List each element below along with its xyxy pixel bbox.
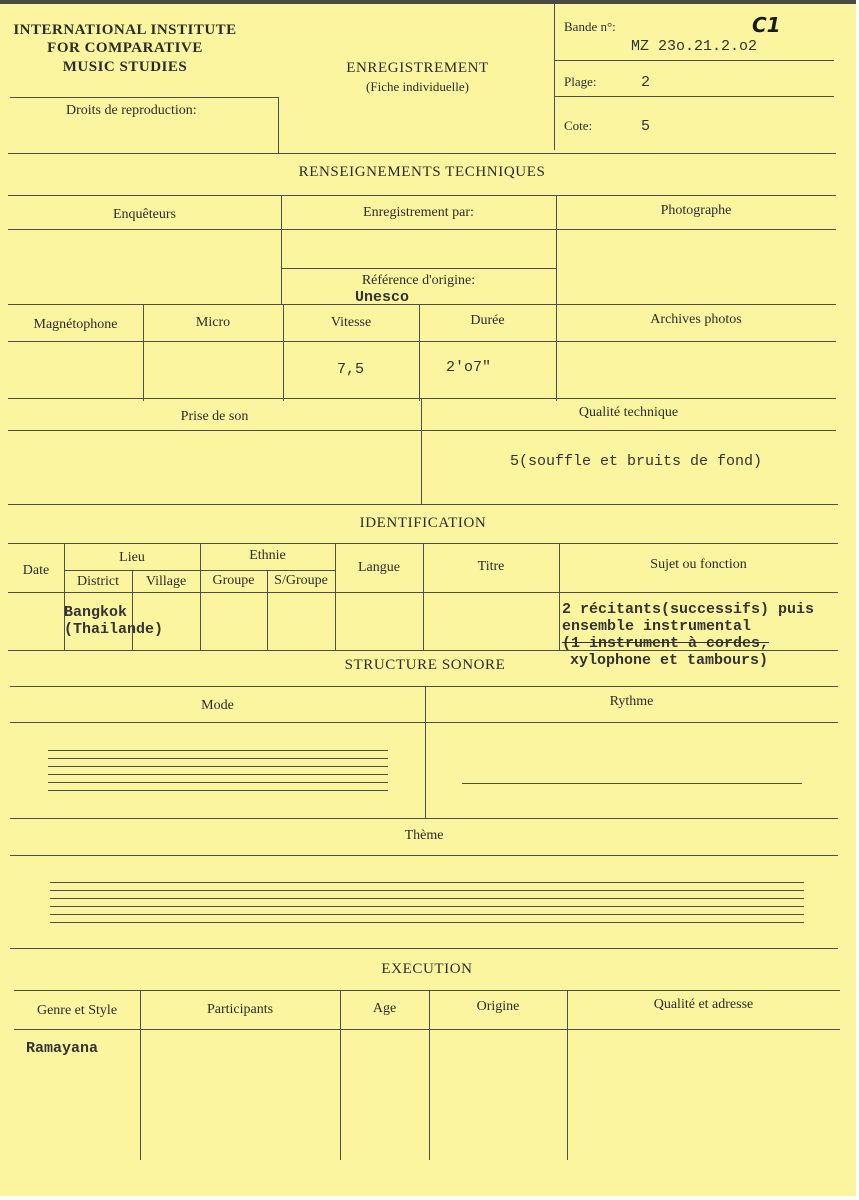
rule [567, 990, 568, 1160]
plage-value: 2 [641, 74, 651, 91]
label-reference-origine: Référence d'origine: [361, 273, 476, 288]
institute-name-line-3: MUSIC STUDIES [62, 59, 188, 75]
rule [14, 1029, 840, 1030]
sujet-value-line-2: ensemble instrumental [562, 618, 752, 635]
label-s-groupe: S/Groupe [274, 573, 328, 588]
label-duree: Durée [470, 313, 505, 328]
label-rythme: Rythme [609, 694, 654, 709]
bande-label: Bande n°: [564, 19, 616, 34]
vitesse-value: 7,5 [337, 361, 365, 378]
rhythm-line [462, 783, 802, 784]
label-participants: Participants [206, 1002, 274, 1017]
rule [8, 195, 836, 196]
lieu-value-line-1: Bangkok [64, 604, 128, 621]
rule [8, 398, 836, 399]
label-ethnie: Ethnie [249, 548, 286, 563]
label-enregistrement-par: Enregistrement par: [363, 205, 474, 220]
label-theme: Thème [404, 828, 444, 843]
label-district: District [77, 574, 119, 589]
label-date: Date [22, 563, 50, 578]
sujet-value-line-3: (1 instrument à cordes, [562, 635, 770, 652]
rule [64, 570, 335, 571]
staff-line [50, 890, 804, 891]
plage-label: Plage: [564, 74, 597, 89]
label-enqueteurs: Enquêteurs [113, 207, 176, 222]
label-sujet-fonction: Sujet ou fonction [650, 557, 747, 572]
rule [10, 722, 838, 723]
label-qualite-technique: Qualité technique [578, 405, 679, 420]
rule [556, 195, 557, 401]
label-qualite-adresse: Qualité et adresse [653, 997, 754, 1012]
staff-line [50, 922, 804, 923]
staff-line [48, 774, 388, 775]
rule [10, 97, 278, 98]
form-subtitle: (Fiche individuelle) [366, 79, 469, 94]
label-magnetophone: Magnétophone [33, 317, 118, 332]
staff-line [50, 906, 804, 907]
sujet-value-line-4: xylophone et tambours) [570, 652, 769, 669]
label-titre: Titre [477, 559, 505, 574]
reference-value: Unesco [355, 289, 410, 306]
cote-value: 5 [641, 118, 651, 135]
label-micro: Micro [195, 315, 231, 330]
rule [8, 153, 836, 154]
rights-label: Droits de reproduction: [66, 103, 197, 118]
label-genre-style: Genre et Style [36, 1003, 118, 1018]
label-lieu: Lieu [119, 550, 145, 565]
rule [8, 229, 836, 230]
staff-line [50, 898, 804, 899]
rule [554, 60, 834, 61]
label-village: Village [145, 574, 187, 589]
genre-value: Ramayana [26, 1040, 99, 1057]
rule [8, 430, 836, 431]
label-vitesse: Vitesse [330, 315, 372, 330]
label-prise-de-son: Prise de son [180, 409, 249, 424]
staff-line [48, 750, 388, 751]
staff-line [48, 766, 388, 767]
staff-line [50, 914, 804, 915]
section-title-execution: EXECUTION [381, 961, 473, 977]
rule [8, 304, 836, 305]
label-groupe: Groupe [212, 573, 255, 588]
rule [10, 855, 838, 856]
card-top-edge [0, 0, 856, 4]
rule [8, 341, 836, 342]
label-age: Age [372, 1001, 397, 1016]
form-title: ENREGISTREMENT [346, 60, 489, 76]
rule [429, 990, 430, 1160]
bande-value: MZ 23o.21.2.o2 [631, 38, 758, 55]
rule [554, 4, 555, 150]
rule [278, 97, 279, 153]
label-origine: Origine [476, 999, 520, 1014]
section-title-identification: IDENTIFICATION [359, 515, 487, 531]
label-photographe: Photographe [660, 203, 732, 218]
rule [10, 948, 838, 949]
lieu-value-line-2: (Thailande) [64, 621, 164, 638]
rule [8, 504, 838, 505]
rule [554, 96, 834, 97]
label-mode: Mode [201, 698, 234, 713]
rule [10, 818, 838, 819]
duree-value: 2'o7" [446, 359, 492, 376]
section-title-structure: STRUCTURE SONORE [344, 657, 506, 673]
staff-line [48, 758, 388, 759]
section-title-technical: RENSEIGNEMENTS TECHNIQUES [298, 164, 546, 180]
qualite-technique-value: 5(souffle et bruits de fond) [510, 453, 763, 470]
staff-line [48, 790, 388, 791]
staff-line [48, 782, 388, 783]
sujet-value-line-1: 2 récitants(successifs) puis [562, 601, 815, 618]
rule [10, 686, 838, 687]
cote-label: Cote: [564, 118, 593, 133]
label-archives-photos: Archives photos [650, 312, 742, 327]
rule [281, 268, 556, 269]
staff-line [50, 882, 804, 883]
label-langue: Langue [358, 560, 400, 575]
rule [8, 592, 838, 593]
institute-name-line-1: INTERNATIONAL INSTITUTE [13, 22, 237, 38]
institute-name-line-2: FOR COMPARATIVE [47, 40, 203, 56]
rule [14, 990, 840, 991]
handwritten-mark: C1 [752, 13, 781, 37]
